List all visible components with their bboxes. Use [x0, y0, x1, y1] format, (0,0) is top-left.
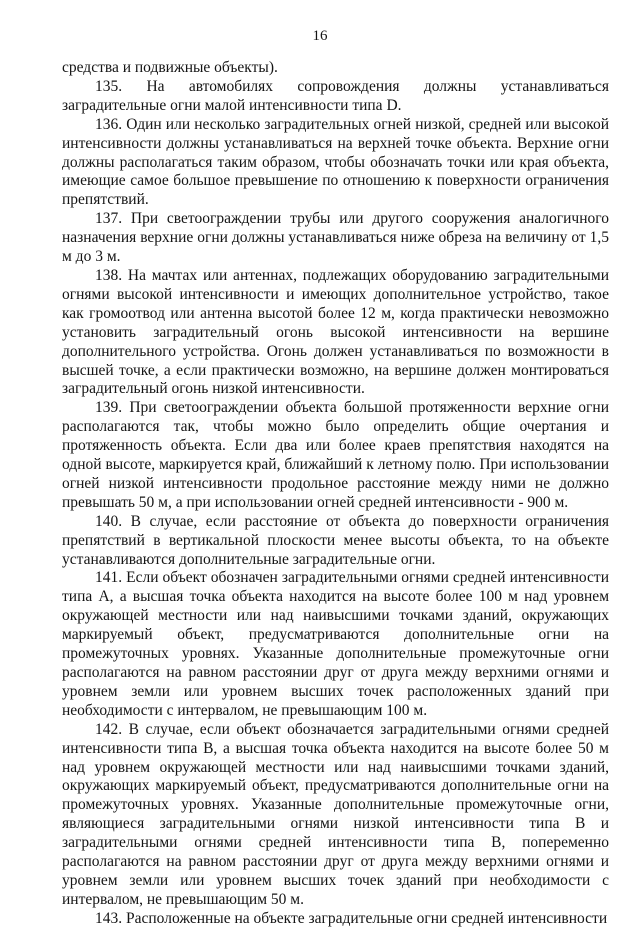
paragraph-138: 138. На мачтах или антеннах, подлежащих оборудованию заградительными огнями высокой интенсивности и имеющих дополнительное устройство, такое как громоотвод или антенна высотой более 12 м, когда практически невозможно установить заградительный огонь высокой интенсивности на вершине дополнительного устройства. Огонь должен устанавливаться по возможности в высшей точке, а если практически возможно, на вершине должен монтироваться заградительный огонь низкой интенсивности.: [62, 266, 609, 398]
paragraph-141: 141. Если объект обозначен заградительными огнями средней интенсивности типа А, а высшая точка объекта находится на высоте более 100 м над уровнем окружающей местности или над наивысшими точками зданий, окружающих маркируемый объект, предусматриваются дополнительные огни на промежуточных уровнях. Указанные дополнительные промежуточные огни располагаются на равном расстоянии друг от друга между верхними огнями и уровнем земли или уровнем высших точек расположенных зданий при необходимости с интервалом, не превышающим 100 м.: [62, 569, 609, 719]
paragraph-137: 137. При светоограждении трубы или другого сооружения аналогичного назначения верхние огни должны устанавливаться ниже обреза на величину от 1,5 м до 3 м.: [62, 210, 609, 266]
paragraph-140: 140. В случае, если расстояние от объекта до поверхности ограничения препятствий в вертикальной плоскости менее высоты объекта, то на объекте устанавливаются дополнительные заградительные огни.: [62, 512, 609, 568]
page-number: 16: [312, 28, 328, 44]
paragraph-135: 135. На автомобилях сопровождения должны устанавливаться заградительные огни малой интенсивности типа D.: [62, 77, 609, 114]
paragraph-142: 142. В случае, если объект обозначается заградительными огнями средней интенсивности типа В, а высшая точка объекта находится на высоте более 50 м над уровнем окружающей местности или над наивысшими точками зданий, окружающих маркируемый объект, предусматриваются дополнительные огни на промежуточных уровнях. Указанные дополнительные промежуточные огни, являющиеся заградительными огнями низкой интенсивности типа В и заградительными огнями средней интенсивности типа В, попеременно располагаются на равном расстоянии друг от друга между верхними огнями и уровнем земли или уровнем высших точек зданий при необходимости с интервалом, не превышающим 50 м.: [62, 720, 609, 908]
paragraph-139: 139. При светоограждении объекта большой протяженности верхние огни располагаются так, чтобы можно было определить общие очертания и протяженность объекта. Если два или более краев препятствия находятся на одной высоте, маркируется край, ближайший к летному полю. При использовании огней низкой интенсивности продольное расстояние между ними не должно превышать 50 м, а при использовании огней средней интенсивности - 900 м.: [62, 399, 609, 511]
body-text: [62, 59, 609, 929]
paragraph-136: 136. Один или несколько заградительных огней низкой, средней или высокой интенсивности должны устанавливаться на верхней точке объекта. Верхние огни должны располагаться таким образом, чтобы обозначать точки или края объекта, имеющие самое большое превышение по отношению к поверхности ограничения препятствий.: [62, 115, 609, 209]
paragraph-continuation: средства и подвижные объекты).: [62, 59, 278, 76]
paragraph-143: 143. Расположенные на объекте заградительные огни средней интенсивности: [95, 909, 608, 927]
